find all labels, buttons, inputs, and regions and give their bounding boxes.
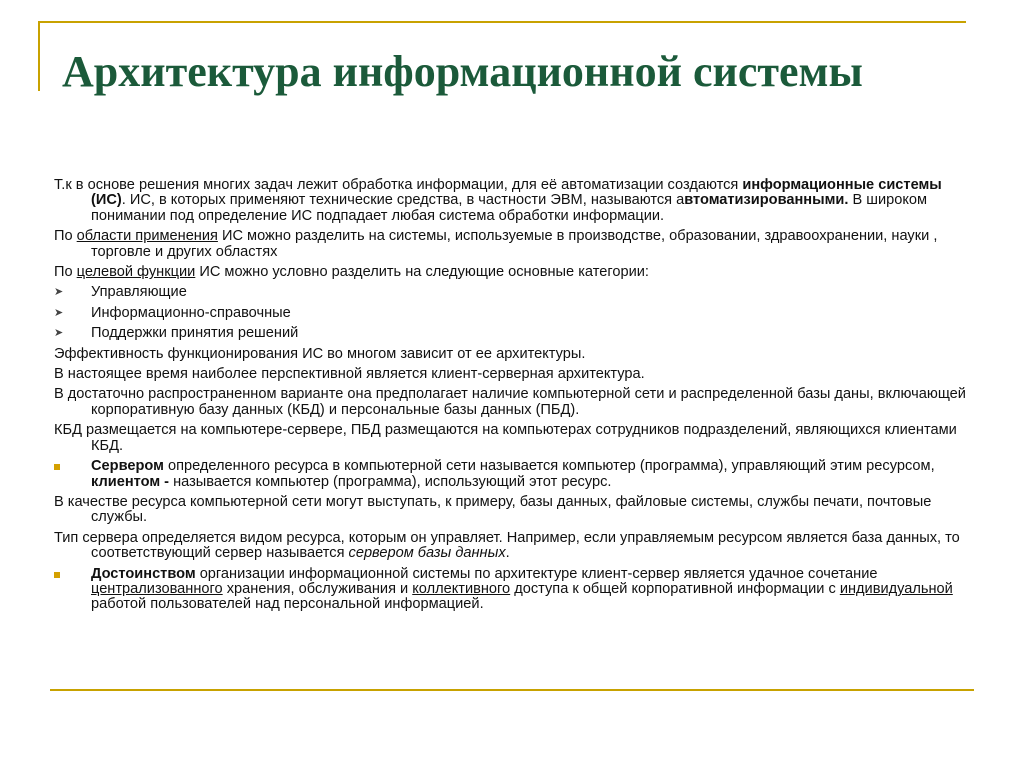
bold-term: информационные системы (ИС) [91,177,942,209]
text: Тип сервера определяется видом ресурса, которым он управляет. Например, если управляемым ресурсом является база данных, то соответствующий сервер называется [54,529,960,562]
left-border-line [38,21,40,91]
paragraph-resources: В качестве ресурса компьютерной сети могут выступать, к примеру, базы данных, файловые системы, службы печати, почтовые службы. [54,493,932,526]
underlined-term: централизованного [91,580,223,597]
top-border-line [38,21,966,23]
text: работой пользователей над персональной информацией. [91,596,484,613]
text: По [54,264,77,281]
slide-body [54,178,969,618]
paragraph-definition [54,178,969,224]
italic-term: сервером базы данных [348,545,506,562]
text: ИС можно условно разделить на следующие основные категории: [195,264,649,281]
list-item [54,326,969,341]
text: . ИС, в которых применяют технические средства, в частности ЭВМ, называются а [121,192,685,209]
bottom-border-line [50,689,974,691]
list-item [54,306,969,321]
text: доступа к общей корпоративной информации с [510,580,840,597]
bold-term: Достоинством [91,565,196,582]
underlined-term: области применения [76,228,218,245]
text: Т.к в основе решения многих задач лежит обработка информации, для её автоматизации создаются [54,177,743,193]
text: организации информационной системы по архитектуре клиент-сервер является удачное сочетание [195,565,878,582]
square-bullet-icon [54,572,60,578]
bullet-item-advantage [54,567,969,613]
bullet-item-server [54,459,969,490]
chevron-right-icon: ➤ [54,286,64,299]
paragraph-server-type [54,531,969,562]
bold-term: втоматизированными. [684,192,849,209]
text: В широком понимании под определение ИС подпадает любая система обработки информации. [91,192,928,224]
bold-term: Сервером [91,458,164,475]
chevron-right-icon: ➤ [54,327,64,340]
chevron-right-icon: ➤ [54,306,64,319]
paragraph-client-server: В настоящее время наиболее перспективной является клиент-серверная архитектура. [54,366,645,383]
text: называется компьютер (программа), использующий этот ресурс. [169,473,612,490]
underlined-term: коллективного [412,580,511,597]
list-item [54,285,969,300]
underlined-term: индивидуальной [839,580,953,597]
underlined-term: целевой функции [76,264,196,281]
text: По [54,228,77,245]
paragraph-kbd: КБД размещается на компьютере-сервере, ПБД размещаются на компьютерах сотрудников подразделений, являющихся клиентами КБД. [54,422,957,454]
square-bullet-icon [54,464,60,470]
text: ИС можно разделить на системы, используемые в производстве, образовании, здравоохранении, науки , торговле и других областях [91,228,938,260]
paragraph-application [54,229,969,260]
slide-title: Архитектура информационной системы [62,47,863,96]
list-item-label: Информационно-справочные [91,304,291,321]
list-item-label: Поддержки принятия решений [91,325,299,342]
paragraph-target-function [54,265,969,280]
bold-term: клиентом - [91,473,170,490]
text: хранения, обслуживания и [222,580,413,597]
paragraph-network: В достаточно распространенном варианте она предполагает наличие компьютерной сети и распределенной базы даны, включающей корпоративную базу данных (КБД) и персональные базы данных (ПБД). [54,386,966,418]
text: определенного ресурса в компьютерной сети называется компьютер (программа), управляющий этим ресурсом, [163,458,935,475]
text: . [505,545,510,562]
list-item-label: Управляющие [91,284,187,301]
paragraph-efficiency: Эффективность функционирования ИС во многом зависит от ее архитектуры. [54,345,586,362]
